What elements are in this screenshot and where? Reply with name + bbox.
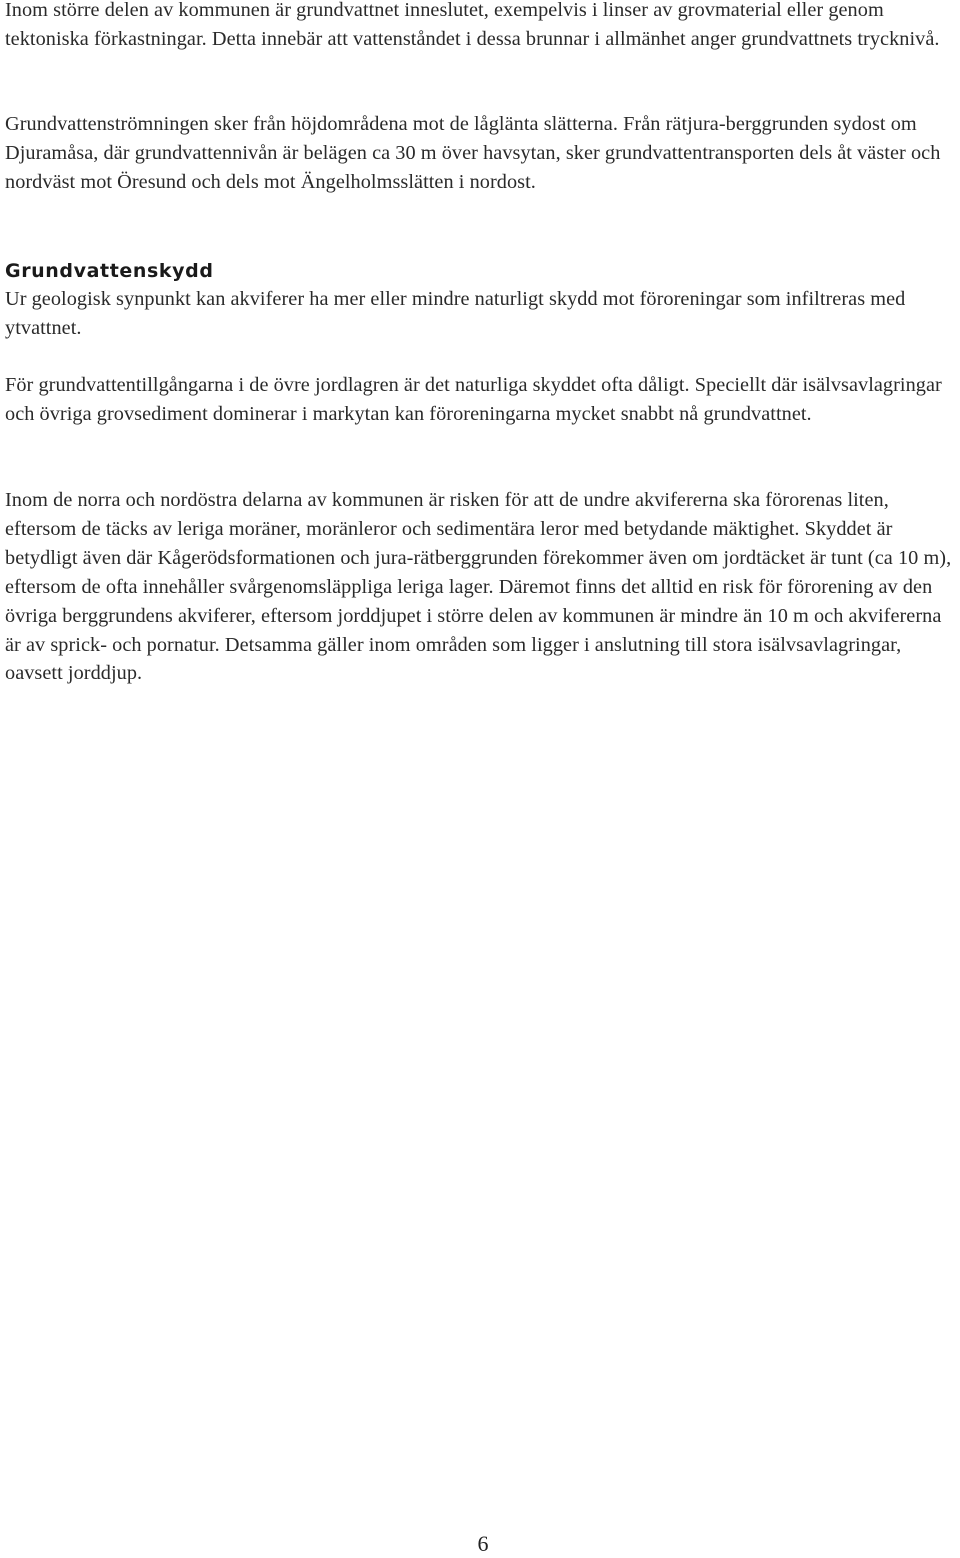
paragraph-geological-protection: Ur geologisk synpunkt kan akviferer ha mer eller mindre naturligt skydd mot föroreningar som infiltreras med ytvattnet. bbox=[5, 288, 906, 339]
page-number: 6 bbox=[477, 1531, 489, 1556]
paragraph-upper-soil-layers: För grundvattentillgångarna i de övre jordlagren är det naturliga skyddet ofta dåligt. Speciellt där isälvsavlagringar och övriga grovsediment dominerar i markytan kan föroreningarna mycket snabbt nå grundvattnet. bbox=[5, 374, 942, 425]
paragraph-groundwater-flow: Grundvattenströmningen sker från höjdområdena mot de låglänta slätterna. Från rätjura-berggrunden sydost om Djuramåsa, där grundvattennivån är belägen ca 30 m över havsytan, sker grundvattentransporten dels åt väster och nordväst mot Öresund och dels mot Ängelholmsslätten i nordost. bbox=[5, 113, 941, 193]
paragraph-confined-groundwater: Inom större delen av kommunen är grundvattnet inneslutet, exempelvis i linser av grovmaterial eller genom tektoniska förkastningar. Detta innebär att vattenståndet i dessa brunnar i allmänhet anger grundvattnets trycknivå. bbox=[5, 0, 940, 50]
section-heading-groundwater-protection: Grundvattenskydd bbox=[5, 260, 214, 282]
paragraph-northern-areas-risk: Inom de norra och nordöstra delarna av kommunen är risken för att de undre akvifererna ska förorenas liten, eftersom de täcks av leriga moräner, moränleror och sedimentära leror med betydande mäktighet. Skyddet är betydligt även där Kågerödsformationen och jura-rätberggrunden förekommer även om jordtäcket är tunt (ca 10 m), eftersom de ofta innehåller svårgenomsläppliga leriga lager. Däremot finns det alltid en risk för förorening av den övriga berggrundens akviferer, eftersom jorddjupet i större delen av kommunen är mindre än 10 m och akvifererna är av sprick- och pornatur. Detsamma gäller inom områden som ligger i anslutning till stora isälvsavlagringar, oavsett jorddjup. bbox=[5, 489, 952, 685]
